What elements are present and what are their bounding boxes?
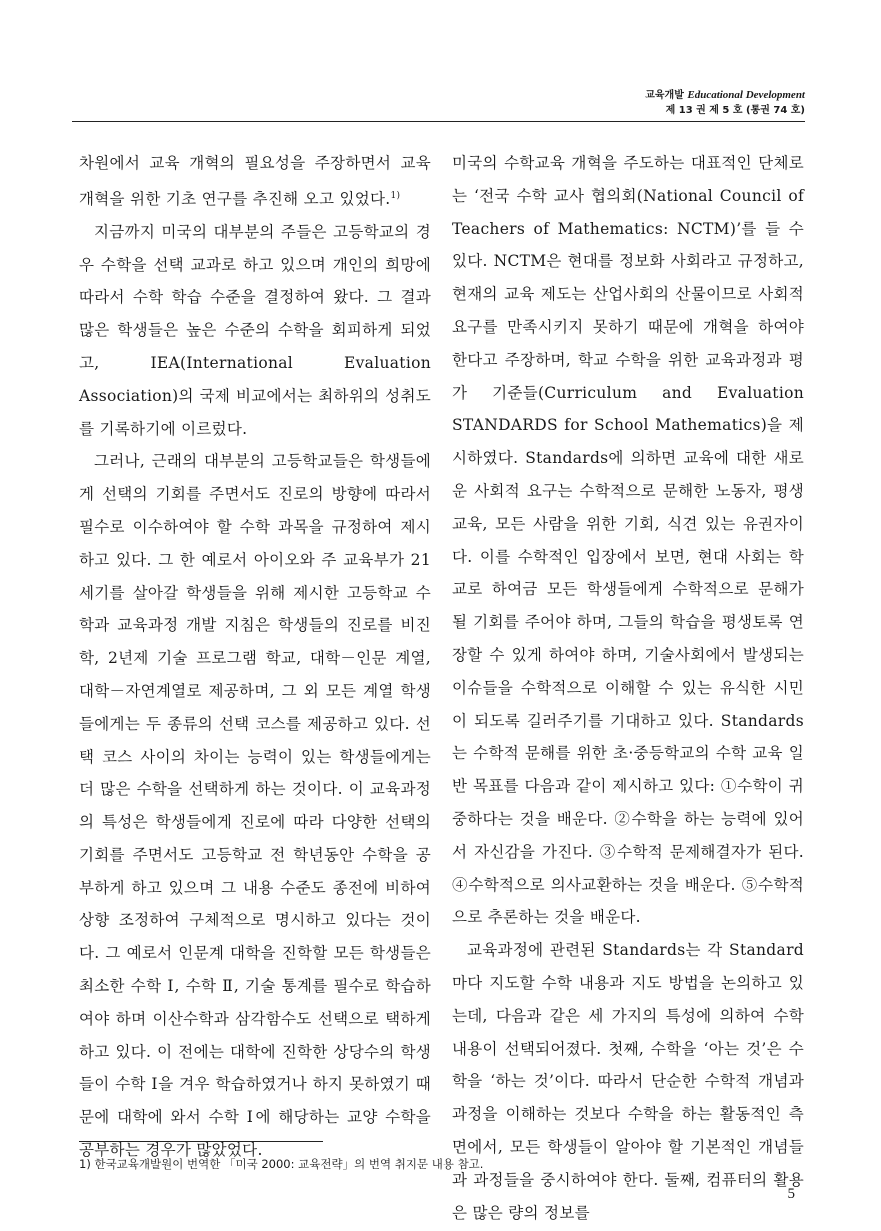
footnote: 1) 한국교육개발원이 번역한 「미국 2000: 교육전략」의 번역 취지문 내용 참고. bbox=[79, 1157, 484, 1171]
paragraph: 지금까지 미국의 대부분의 주들은 고등학교의 경우 수학을 선택 교과로 하고 있으며 개인의 희망에 따라서 수학 학습 수준을 결정하여 왔다. 그 결과 많은 학생들은 높은 수준의 수학을 회피하게 되었고, IEA(International Evaluation Association)의 국제 비교에서는 최하위의 성취도를 기록하기에 이르렀다. bbox=[79, 222, 431, 438]
header-rule bbox=[72, 121, 805, 122]
paragraph: 그러나, 근래의 대부분의 고등학교들은 학생들에게 선택의 기회를 주면서도 진로의 방향에 따라서 필수로 이수하여야 할 수학 과목을 규정하여 제시하고 있다. 그 한 예로서 아이오와 주 교육부가 21세기를 살아갈 학생들을 위해 제시한 고등학교 수학과 교육과정 개발 지침은 학생들의 진로를 비진학, 2년제 기술 프로그램 학교, 대학－인문 계열, 대학－자연계열로 제공하며, 그 외 모든 계열 학생들에게는 두 종류의 선택 코스를 제공하고 있다. 선택 코스 사이의 차이는 능력이 있는 학생들에게는 더 많은 수학을 선택하게 하는 것이다. 이 교육과정의 특성은 학생들에게 진로에 따라 다양한 선택의 기회를 주면서도 고등학교 전 학년동안 수학을 공부하게 하고 있으며 그 내용 수준도 종전에 비하여 상향 조정하여 구체적으로 명시하고 있다는 것이다. 그 예로서 인문계 대학을 진학할 모든 학생들은 최소한 수학 Ⅰ, 수학 Ⅱ, 기술 통계를 필수로 학습하여야 하며 이산수학과 삼각함수도 선택으로 택하게 하고 있다. 이 전에는 대학에 진학한 상당수의 학생들이 수학 Ⅰ을 겨우 학습하였거나 하지 못하였기 때문에 대학에 와서 수학 Ⅰ에 해당하는 교양 수학을 공부하는 경우가 많았었다. bbox=[79, 452, 431, 1160]
paragraph: 교육과정에 관련된 Standards는 각 Standard마다 지도할 수학 내용과 지도 방법을 논의하고 있는데, 다음과 같은 세 가지의 특성에 의하여 수학 내용이 선택되어졌다. 첫째, 수학을 ‘아는 것’은 수학을 ‘하는 것’이다. 따라서 단순한 수학적 개념과 과정을 이해하는 것보다 수학을 하는 활동적인 측면에서, 모든 학생들이 알아야 할 기본적인 개념들과 과정들을 중시하여야 한다. 둘째, 컴퓨터의 활용은 많은 량의 정보를 bbox=[452, 941, 804, 1222]
journal-title-en: Educational Development bbox=[687, 89, 805, 101]
paragraph: 미국의 수학교육 개혁을 주도하는 대표적인 단체로는 ‘전국 수학 교사 협의회(National Council of Teachers of Mathematics: NCTM)’를 들 수 있다. NCTM은 현대를 정보화 사회라고 규정하고, 현재의 교육 제도는 산업사회의 산물이므로 사회적 요구를 만족시키지 못하기 때문에 개혁을 하여야 한다고 주장하며, 학교 수학을 위한 교육과정과 평가 기준들(Curriculum and Evaluation STANDARDS for School Mathematics)을 제시하였다. Standards에 의하면 교육에 대한 새로운 사회적 요구는 수학적으로 문해한 노동자, 평생교육, 모든 사람을 위한 기회, 식견 있는 유권자이다. 이를 수학적인 입장에서 보면, 현대 사회는 학교로 하여금 모든 학생들에게 수학적으로 문해가 될 기회를 주어야 하며, 그들의 학습을 평생토록 연장할 수 있게 하여야 하며, 기술사회에서 발생되는 이슈들을 수학적으로 이해할 수 있는 유식한 시민이 되도록 길러주기를 기대하고 있다. Standards는 수학적 문해를 위한 초·중등학교의 수학 교육 일반 목표를 다음과 같이 제시하고 있다: ①수학이 귀중하다는 것을 배운다. ②수학을 하는 능력에 있어서 자신감을 가진다. ③수학적 문제해결자가 된다. ④수학적으로 의사교환하는 것을 배운다. ⑤수학적으로 추론하는 것을 배운다. bbox=[452, 154, 804, 927]
footnote-ref: 1) bbox=[390, 190, 401, 201]
paragraph: 차원에서 교육 개혁의 필요성을 주장하면서 교육 개혁을 위한 기초 연구를 추진해 오고 있었다.$^{1)}$ bbox=[79, 154, 431, 208]
page-number: 5 bbox=[787, 1186, 795, 1202]
running-header bbox=[645, 88, 805, 118]
journal-title: 교육개발 bbox=[645, 90, 684, 101]
left-column bbox=[79, 147, 431, 1167]
footnote-rule bbox=[79, 1141, 323, 1142]
right-column bbox=[452, 147, 804, 1229]
issue-info: 제 13 권 제 5 호 (통권 74 호) bbox=[665, 105, 805, 116]
